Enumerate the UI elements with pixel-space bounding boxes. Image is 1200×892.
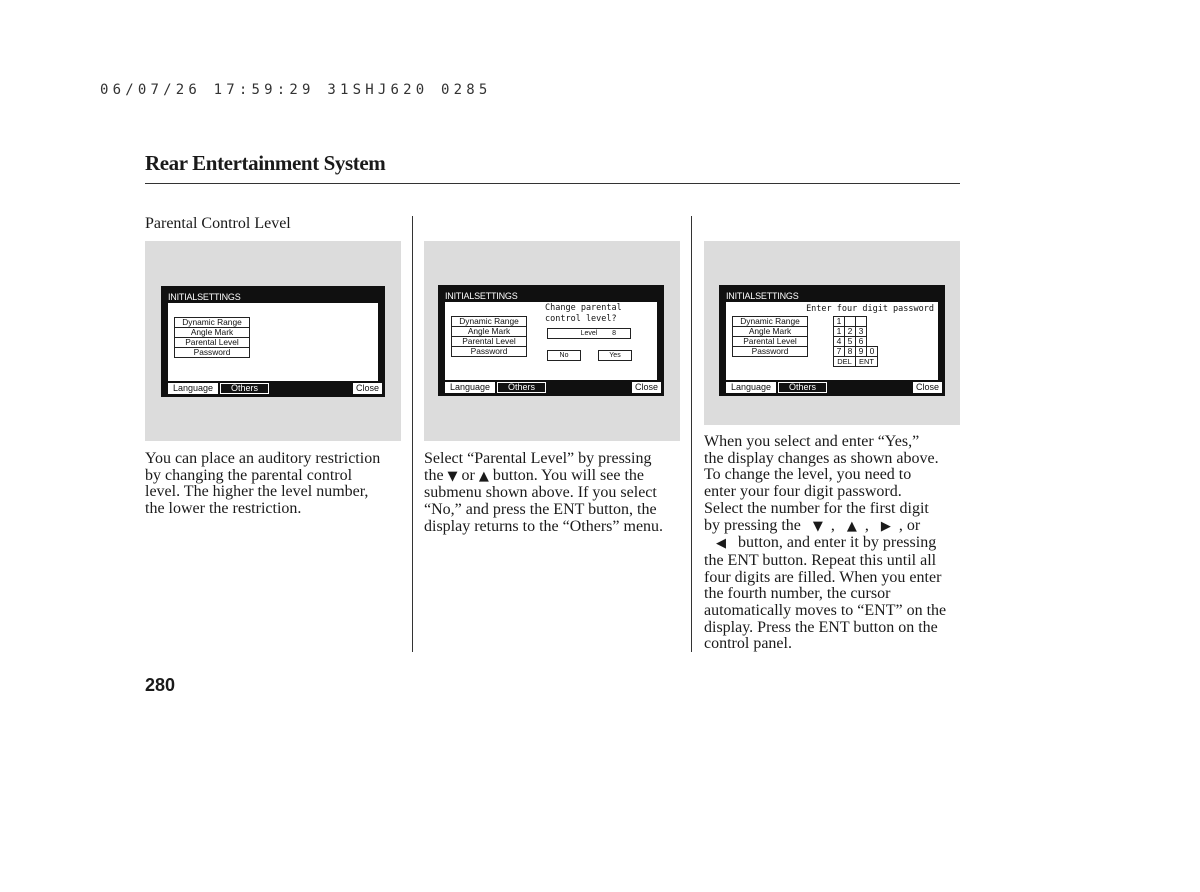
- up-arrow-icon: ▲: [846, 518, 857, 534]
- down-arrow-icon: ▼: [812, 518, 823, 534]
- figure-change-level: [424, 241, 680, 441]
- left-arrow-icon: ◀: [716, 536, 726, 552]
- keypad-key-3[interactable]: 3: [856, 327, 867, 337]
- menu-item-parental-level[interactable]: Parental Level: [732, 336, 808, 347]
- text-line: enter your four digit password.: [704, 483, 902, 501]
- menu-item-angle-mark[interactable]: Angle Mark: [174, 327, 250, 338]
- level-label: Level: [580, 330, 598, 337]
- text-fragment: the: [424, 466, 444, 484]
- figure-initial-settings: [145, 241, 401, 441]
- keypad-key-9[interactable]: 9: [856, 347, 867, 357]
- yes-button[interactable]: Yes: [598, 350, 632, 361]
- menu-item-angle-mark[interactable]: Angle Mark: [732, 326, 808, 337]
- text-line: Select “Parental Level” by pressing: [424, 450, 652, 467]
- text-fragment: ,: [830, 516, 835, 534]
- close-button[interactable]: Close: [632, 382, 661, 393]
- menu-item-dynamic-range[interactable]: Dynamic Range: [732, 316, 808, 327]
- text-line: the ENT button. Repeat this until all: [704, 551, 937, 569]
- text-line: When you select and enter “Yes,”: [704, 433, 920, 450]
- password-prompt: Enter four digit password: [806, 304, 934, 314]
- keypad-display-blank: [845, 317, 856, 327]
- text-line: the fourth number, the cursor: [704, 585, 891, 603]
- title-rule: [145, 183, 960, 184]
- text-line: You can place an auditory restriction: [145, 450, 381, 467]
- page-number: 280: [145, 675, 176, 695]
- keypad-key-8[interactable]: 8: [845, 347, 856, 357]
- text-fragment: ,: [864, 516, 869, 534]
- menu-item-parental-level[interactable]: Parental Level: [451, 336, 527, 347]
- figure-password-entry: [704, 241, 960, 425]
- text-line: automatically moves to “ENT” on the: [704, 602, 947, 620]
- screen-body: [168, 303, 378, 381]
- level-field[interactable]: [547, 328, 631, 339]
- close-button[interactable]: Close: [913, 382, 942, 393]
- keypad-key-2[interactable]: 2: [845, 327, 856, 337]
- change-prompt-line1: Change parental: [545, 303, 622, 313]
- keypad-display-blank: [856, 317, 867, 327]
- screen-initial-settings: [161, 286, 385, 397]
- keypad-display-digit: 1: [834, 317, 845, 327]
- tab-language[interactable]: Language: [726, 382, 776, 393]
- text-line-with-arrows: [424, 468, 663, 486]
- screen-header: INITIALSETTINGS: [445, 291, 518, 301]
- tab-language[interactable]: Language: [445, 382, 495, 393]
- column-divider-2: [691, 216, 692, 652]
- settings-menu: [451, 317, 527, 357]
- text-line: submenu shown above. If you select: [424, 484, 657, 502]
- keypad-del-button[interactable]: DEL: [834, 357, 856, 367]
- column-1-text: [145, 451, 380, 518]
- menu-item-password[interactable]: Password: [451, 346, 527, 357]
- text-line: control panel.: [704, 635, 792, 653]
- screen-change-level: [438, 285, 664, 396]
- menu-item-password[interactable]: Password: [732, 346, 808, 357]
- text-line: the display changes as shown above.: [704, 449, 939, 467]
- subheading: Parental Control Level: [145, 215, 291, 232]
- text-fragment: button, and enter it by pressing: [738, 534, 937, 552]
- tab-others[interactable]: Others: [497, 382, 546, 393]
- text-fragment: by pressing the: [704, 516, 801, 534]
- menu-item-dynamic-range[interactable]: Dynamic Range: [451, 316, 527, 327]
- close-button[interactable]: Close: [353, 383, 382, 394]
- text-line: four digits are filled. When you enter: [704, 568, 942, 586]
- screen-body: [445, 302, 657, 380]
- menu-item-angle-mark[interactable]: Angle Mark: [451, 326, 527, 337]
- text-line: by changing the parental control: [145, 466, 353, 484]
- section-title: Rear Entertainment System: [145, 151, 386, 175]
- keypad-key-4[interactable]: 4: [834, 337, 845, 347]
- up-arrow-icon: ▲: [478, 468, 489, 484]
- tab-language[interactable]: Language: [168, 383, 218, 394]
- keypad-key-6[interactable]: 6: [856, 337, 867, 347]
- menu-item-password[interactable]: Password: [174, 347, 250, 358]
- screen-password-entry: [719, 285, 945, 396]
- tab-others[interactable]: Others: [778, 382, 827, 393]
- screen-tabs: [445, 382, 546, 393]
- password-keypad: [833, 316, 878, 367]
- screen-tabs: [726, 382, 827, 393]
- settings-menu: [174, 318, 250, 358]
- column-divider-1: [412, 216, 413, 652]
- down-arrow-icon: ▼: [447, 468, 458, 484]
- column-2-text: [424, 451, 663, 536]
- text-fragment: , or: [898, 516, 921, 534]
- no-button[interactable]: No: [547, 350, 581, 361]
- text-line: the lower the restriction.: [145, 500, 302, 518]
- change-prompt-line2: control level?: [545, 314, 617, 324]
- keypad-key-7[interactable]: 7: [834, 347, 845, 357]
- keypad-key-5[interactable]: 5: [845, 337, 856, 347]
- right-arrow-icon: ▶: [880, 518, 891, 534]
- text-line: display returns to the “Others” menu.: [424, 517, 664, 535]
- change-prompt: [545, 303, 622, 325]
- screen-tabs: [168, 383, 269, 394]
- screen-header: INITIALSETTINGS: [168, 292, 241, 302]
- text-line: Select the number for the first digit: [704, 499, 929, 517]
- settings-menu: [732, 317, 808, 357]
- keypad-ent-button[interactable]: ENT: [856, 357, 878, 367]
- text-line: display. Press the ENT button on the: [704, 618, 938, 636]
- text-line-with-arrows: [704, 518, 946, 536]
- text-line: “No,” and press the ENT button, the: [424, 501, 657, 519]
- screen-body: [726, 302, 938, 380]
- tab-others[interactable]: Others: [220, 383, 269, 394]
- menu-item-parental-level[interactable]: Parental Level: [174, 337, 250, 348]
- level-value: 8: [612, 330, 616, 337]
- column-3-text: [704, 434, 946, 653]
- text-line-with-arrows: [704, 535, 946, 553]
- screen-header: INITIALSETTINGS: [726, 291, 799, 301]
- text-fragment: button. You will see the: [492, 466, 644, 484]
- text-fragment: or: [461, 466, 475, 484]
- keypad-key-1[interactable]: 1: [834, 327, 845, 337]
- text-line: level. The higher the level number,: [145, 483, 369, 501]
- text-line: To change the level, you need to: [704, 466, 912, 484]
- print-stamp: 06/07/26 17:59:29 31SHJ620 0285: [100, 82, 492, 98]
- keypad-key-0[interactable]: 0: [867, 347, 878, 357]
- menu-item-dynamic-range[interactable]: Dynamic Range: [174, 317, 250, 328]
